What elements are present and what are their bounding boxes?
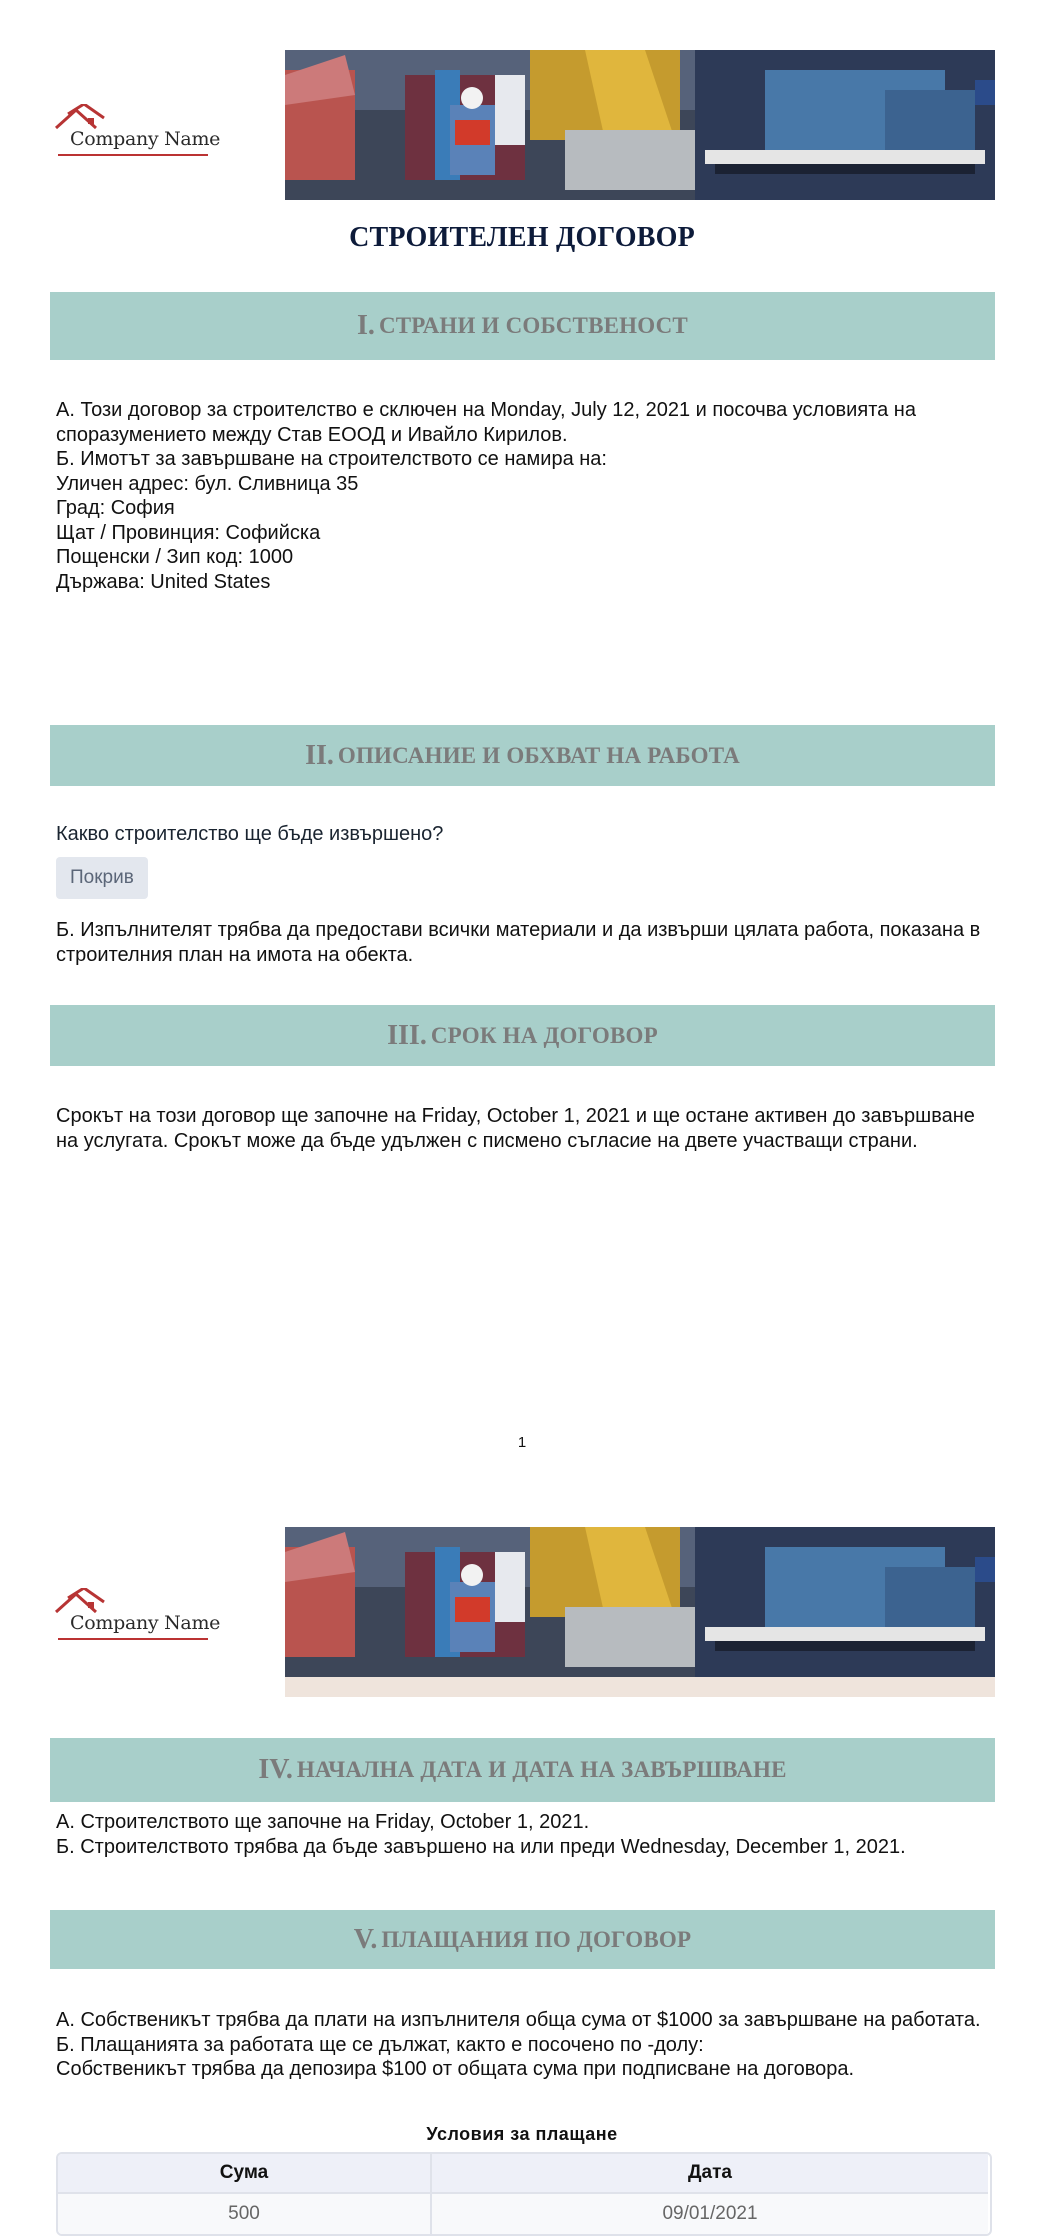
section-number: III. — [387, 1019, 427, 1051]
scope-question: Какво строителство ще бъде извършено? — [56, 823, 444, 845]
section-number: IV. — [258, 1754, 293, 1785]
construction-site-image — [285, 1527, 995, 1677]
section-title: ПЛАЩАНИЯ ПО ДОГОВОР — [381, 1926, 692, 1952]
section-header-term — [50, 1005, 995, 1066]
section-title: НАЧАЛНА ДАТА И ДАТА НА ЗАВЪРШВАНЕ — [296, 1757, 787, 1782]
start-date-line: А. Строителството ще започне на Friday, October 1, 2021. — [56, 1811, 590, 1833]
table-row — [58, 2192, 990, 2234]
logo-underline — [58, 154, 208, 156]
scope-answer-chip[interactable]: Покрив — [56, 857, 148, 899]
company-name: Company Name — [70, 1612, 221, 1634]
zip-code: Пощенски / Зип код: 1000 — [56, 546, 294, 568]
section-title: ОПИСАНИЕ И ОБХВАТ НА РАБОТА — [337, 742, 740, 768]
section-number: II. — [305, 739, 334, 771]
section-number: I. — [357, 310, 375, 341]
company-name: Company Name — [70, 128, 221, 150]
parties-line-a: А. Този договор за строителство е сключен на Monday, July 12, 2021 и посочва условията на споразумението между Став ЕООД и Ивайло Кирилов. — [56, 399, 916, 446]
date-cell: 09/01/2021 — [432, 2192, 988, 2234]
payments-text-block — [56, 2008, 996, 2082]
construction-site-image — [285, 50, 995, 200]
state-province: Щат / Провинция: Софийска — [56, 521, 321, 544]
column-header-amount: Сума — [58, 2154, 432, 2192]
parties-text-block — [56, 398, 996, 594]
section-header-payments — [50, 1910, 995, 1969]
company-logo — [58, 108, 221, 158]
payments-line-b: Б. Плащанията за работата ще се дължат, както е посочено по -долу: — [56, 2033, 704, 2056]
payment-terms-table — [56, 2152, 992, 2236]
payments-line-c: Собственикът трябва да депозира $100 от общата сума при подписване на договора. — [56, 2058, 855, 2080]
payment-table-title: Условия за плащане — [426, 2124, 618, 2144]
table-header-row — [58, 2154, 990, 2192]
street-address: Уличен адрес: бул. Сливница 35 — [56, 472, 359, 495]
header-banner-image — [285, 50, 995, 200]
logo-underline — [58, 1638, 208, 1640]
city: Град: София — [56, 497, 175, 519]
section-header-parties — [50, 292, 995, 360]
company-logo — [58, 1592, 221, 1642]
parties-line-b: Б. Имотът за завършване на строителството се намира на: — [56, 448, 607, 470]
country: Държава: United States — [56, 570, 271, 593]
section-title: СТРАНИ И СОБСТВЕНОСТ — [378, 313, 688, 338]
section-number: V. — [353, 1923, 378, 1955]
amount-cell: 500 — [58, 2192, 432, 2234]
header-banner-image — [285, 1527, 995, 1697]
document-title: СТРОИТЕЛЕН ДОГОВОР — [349, 222, 695, 253]
scope-line-b: Б. Изпълнителят трябва да предостави всички материали и да извърши цялата работа, показана в строителния план на имота на обекта. — [56, 919, 981, 966]
payments-line-a: А. Собственикът трябва да плати на изпълнителя обща сума от $1000 за завършване на работата. — [56, 2009, 981, 2031]
end-date-line: Б. Строителството трябва да бъде завършено на или преди Wednesday, December 1, 2021. — [56, 1835, 906, 1858]
section-header-dates — [50, 1738, 995, 1802]
section-title: СРОК НА ДОГОВОР — [430, 1022, 658, 1048]
dates-text-block — [56, 1810, 996, 1859]
section-header-scope — [50, 725, 995, 786]
column-header-date: Дата — [432, 2154, 988, 2192]
page-number: 1 — [517, 1434, 527, 1451]
term-text: Срокът на този договор ще започне на Friday, October 1, 2021 и ще остане активен до завършване на услугата. Срокът може да бъде удължен с писмено съгласие на двете участващи страни. — [56, 1105, 975, 1152]
